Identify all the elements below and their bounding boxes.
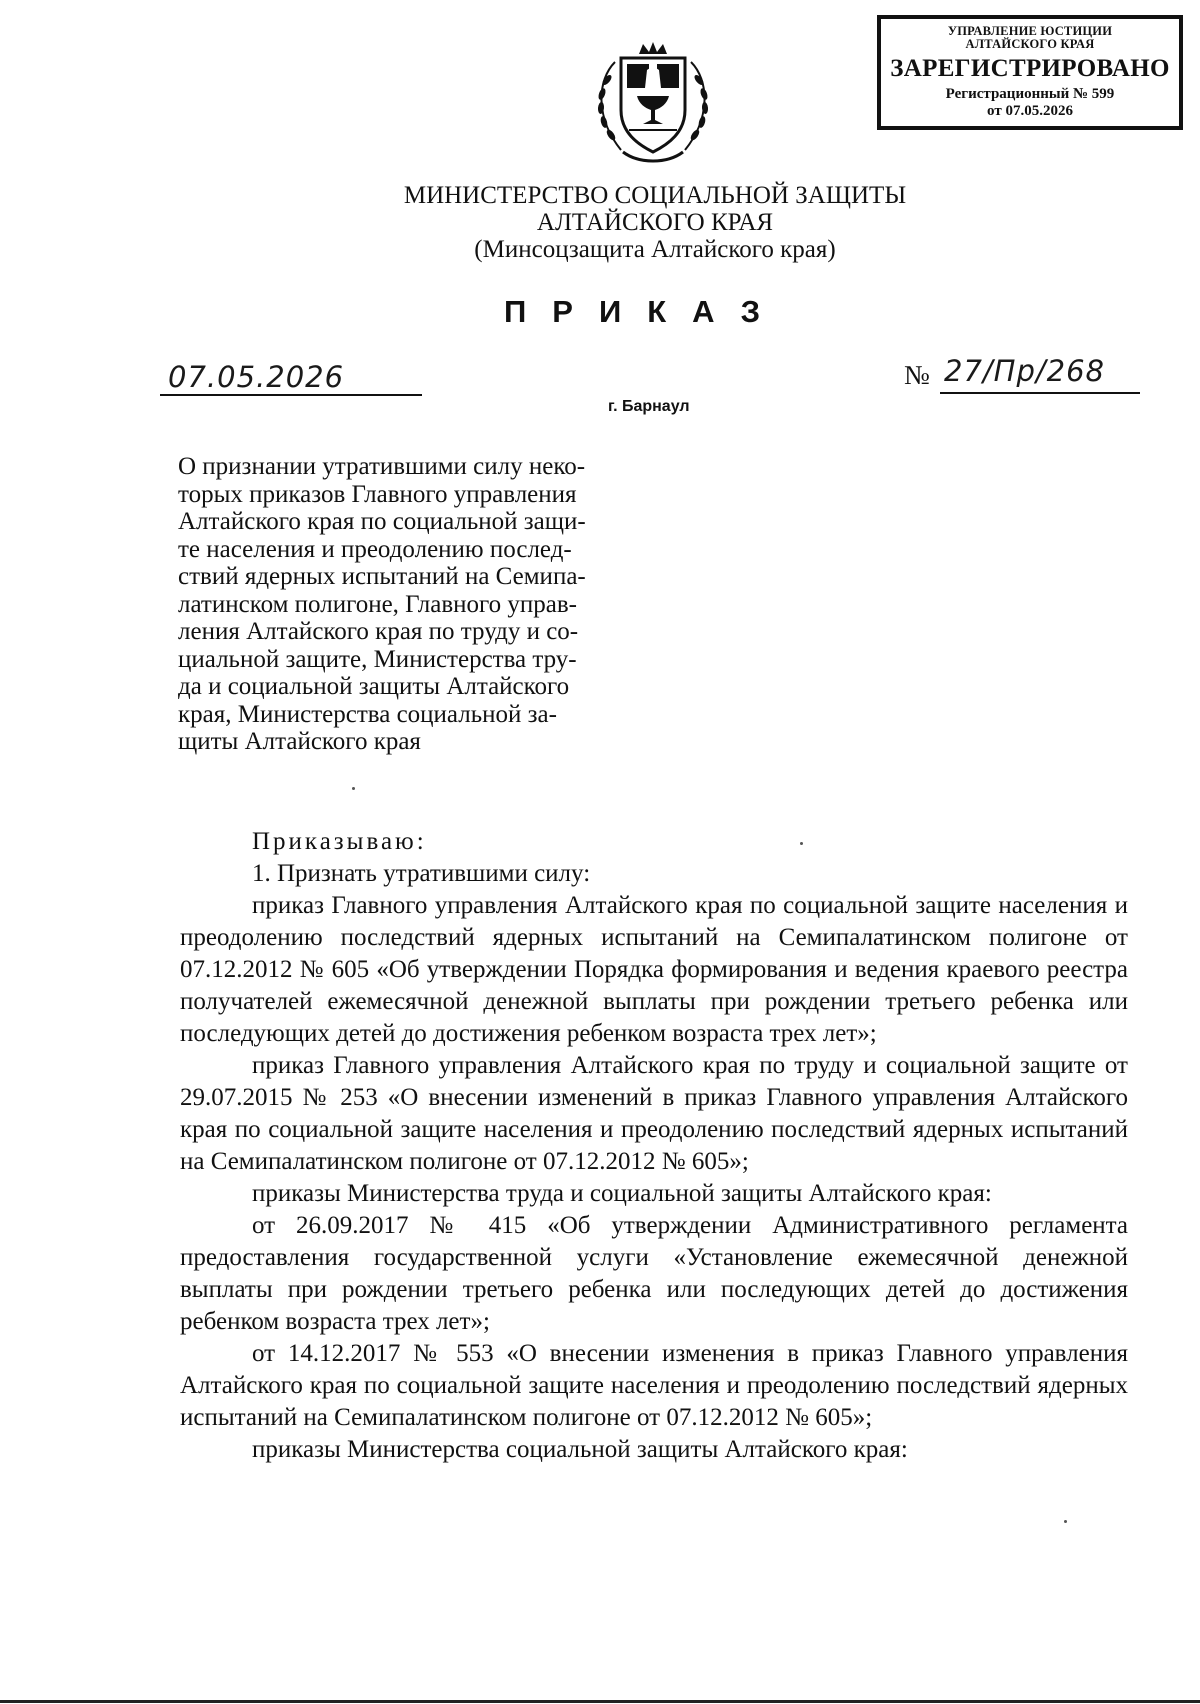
orders-word: Приказываю: xyxy=(252,828,427,855)
coat-of-arms-icon xyxy=(583,40,723,170)
scan-bottom-edge xyxy=(0,1700,1200,1703)
body-paragraph: приказ Главного управления Алтайского края по труду и социальной защите от 29.07.2015 № 253 «О внесении изменений в приказ Главного управления Алтайского края по социальной защите населения и преодолению последствий ядерных испытаний на Семипалатинском полигоне от 07.12.2012 № 605»; xyxy=(180,1052,1128,1175)
document-title: ПРИКАЗ xyxy=(504,294,786,329)
subject-line: ствий ядерных испытаний на Семипа- xyxy=(178,563,586,590)
subject-line: те населения и преодолению послед- xyxy=(178,535,572,563)
subject-line: ления Алтайского края по труду и со- xyxy=(178,618,579,645)
document-date: 07.05.2026 xyxy=(168,360,345,394)
stamp-reg-number: Регистрационный № 599 xyxy=(945,85,1115,102)
body-paragraph: приказы Министерства социальной защиты Алтайского края: xyxy=(252,1436,908,1463)
body-paragraph: приказ Главного управления Алтайского края по социальной защите населения и преодолению последствий ядерных испытаний на Семипалатинском полигоне от 07.12.2012 № 605 «Об утверждении Порядка формирования и ведения краевого реестра получателей ежемесячной денежной выплаты при рождении третьего ребенка или последующих детей до достижения ребенком возраста трех лет»; xyxy=(180,892,1128,1047)
ministry-name-line2: АЛТАЙСКОГО КРАЯ xyxy=(536,209,774,236)
document-city: г. Барнаул xyxy=(608,398,690,415)
subject-line: циальной защите, Министерства тру- xyxy=(178,645,577,673)
registration-stamp xyxy=(877,15,1183,130)
subject-line: да и социальной защиты Алтайского xyxy=(178,673,570,700)
document-body xyxy=(180,826,1128,1466)
subject-line: щиты Алтайского края xyxy=(178,728,421,755)
subject-line: латинском полигоне, Главного управ- xyxy=(178,590,577,618)
stamp-org-line1: УПРАВЛЕНИЕ ЮСТИЦИИ xyxy=(947,24,1113,38)
document-subject xyxy=(178,453,648,756)
stamp-org-line2: АЛТАЙСКОГО КРАЯ xyxy=(965,37,1095,52)
document-number: 27/Пр/268 xyxy=(944,354,1106,388)
scan-speck xyxy=(352,787,355,790)
scan-speck xyxy=(800,842,803,845)
ministry-short-name: (Минсоцзащита Алтайского края) xyxy=(474,236,836,263)
body-paragraph: от 26.09.2017 № 415 «Об утверждении Административного регламента предоставления государственной услуги «Установление ежемесячной денежной выплаты при рождении третьего ребенка или последующих детей до достижения ребенком возраста трех лет»; xyxy=(180,1212,1128,1335)
date-underline xyxy=(160,394,422,396)
subject-line: О признании утратившими силу неко- xyxy=(178,453,586,480)
subject-line: торых приказов Главного управления xyxy=(178,480,577,508)
subject-line: Алтайского края по социальной защи- xyxy=(178,508,586,535)
ministry-name-line1: МИНИСТЕРСТВО СОЦИАЛЬНОЙ ЗАЩИТЫ xyxy=(403,182,907,209)
item-1-heading: 1. Признать утратившими силу: xyxy=(252,860,591,887)
ministry-header xyxy=(0,182,1200,263)
stamp-reg-date: от 07.05.2026 xyxy=(987,103,1073,120)
number-label: № xyxy=(904,360,930,390)
subject-line: края, Министерства социальной за- xyxy=(178,700,557,728)
stamp-organization xyxy=(881,25,1179,51)
body-paragraph: приказы Министерства труда и социальной защиты Алтайского края: xyxy=(252,1180,992,1207)
number-underline xyxy=(940,392,1140,394)
stamp-status: ЗАРЕГИСТРИРОВАНО xyxy=(890,55,1170,83)
scan-speck xyxy=(1064,1520,1067,1523)
body-paragraph: от 14.12.2017 № 553 «О внесении изменения в приказ Главного управления Алтайского края по социальной защите населения и преодолению последствий ядерных испытаний на Семипалатинском полигоне от 07.12.2012 № 605»; xyxy=(180,1340,1128,1431)
